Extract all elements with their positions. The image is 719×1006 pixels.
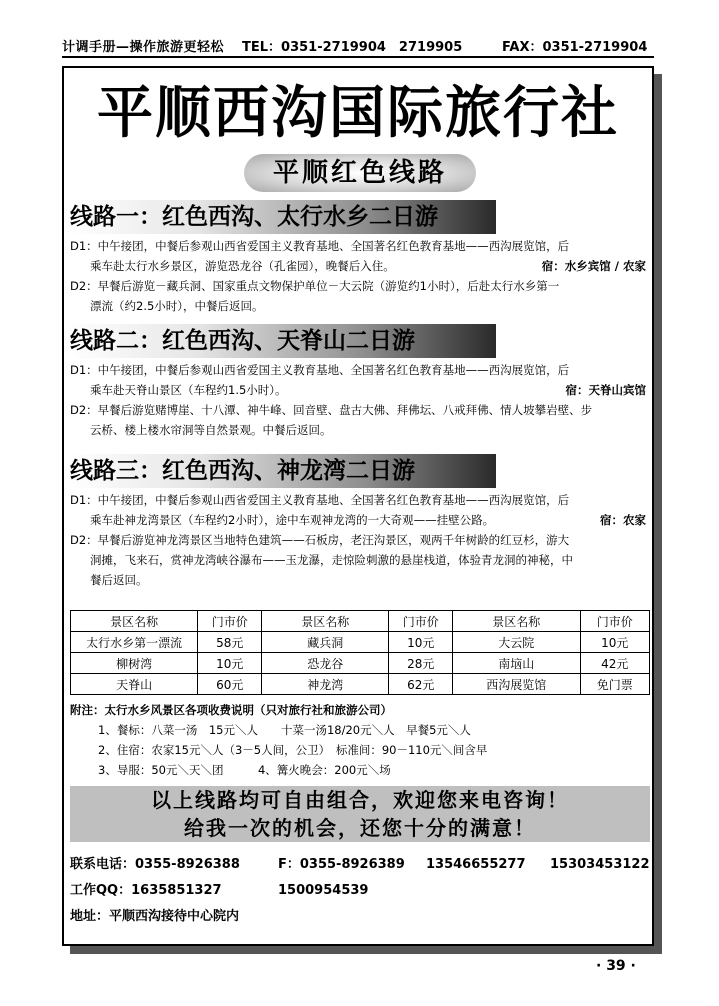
price-table xyxy=(70,610,650,695)
lodging-note: 宿：农家 xyxy=(600,513,646,527)
column-header: 景区名称 xyxy=(453,611,580,632)
itinerary-line: 乘车赴天脊山景区（车程约1.5小时）。 宿：天脊山宾馆 xyxy=(70,380,646,400)
table-cell: 西沟展览馆 xyxy=(453,674,580,695)
running-header xyxy=(62,34,654,58)
subtitle-banner: 平顺红色线路 xyxy=(244,154,476,192)
table-cell: 藏兵洞 xyxy=(262,632,389,653)
note-item: 2、住宿：农家15元＼人（3－5人间，公卫） 标准间：90－110元＼间含早 xyxy=(98,743,488,757)
mobile-1: 13546655277 xyxy=(426,857,526,872)
company-name: 平顺西沟国际旅行社 xyxy=(97,80,619,146)
address: 地址：平顺西沟接待中心院内 xyxy=(70,909,240,924)
column-header: 景区名称 xyxy=(71,611,198,632)
itinerary-line: D1：中午接团，中餐后参观山西省爱国主义教育基地、全国著名红色教育基地——西沟展览馆，后 xyxy=(70,493,570,507)
column-header: 门市价 xyxy=(389,611,453,632)
itinerary-line: D2：早餐后游览神龙湾景区当地特色建筑——石板房，老汪沟景区，观两千年树龄的红豆杉，游大 xyxy=(70,533,570,547)
table-cell: 恐龙谷 xyxy=(262,653,389,674)
table-row xyxy=(71,632,650,653)
table-header-row xyxy=(71,611,650,632)
table-cell: 南垴山 xyxy=(453,653,580,674)
route-3-itinerary xyxy=(70,490,646,590)
slogan-line-2: 给我一次的机会，还您十分的满意！ xyxy=(184,816,536,840)
itinerary-line: D2：早餐后游览赌博崖、十八潭、神牛峰、回音壁、盘古大佛、拜佛坛、八戒拜佛、情人坡攀岩壁、步 xyxy=(70,403,593,417)
qq: 工作QQ：1635851327 xyxy=(70,883,222,898)
itinerary-line: D1：中午接团，中餐后参观山西省爱国主义教育基地、全国著名红色教育基地——西沟展览馆，后 xyxy=(70,363,570,377)
contact-address-row xyxy=(70,904,650,930)
itinerary-line: D1：中午接团，中餐后参观山西省爱国主义教育基地、全国著名红色教育基地——西沟展览馆，后 xyxy=(70,239,570,253)
contact-phone-row xyxy=(70,852,650,878)
column-header: 门市价 xyxy=(580,611,650,632)
page-number: · 39 · xyxy=(596,958,636,974)
header-fax: FAX：0351-2719904 xyxy=(502,40,648,55)
table-cell: 10元 xyxy=(389,632,453,653)
note-item: 1、餐标：八菜一汤 15元＼人 十菜一汤18/20元＼人 早餐5元＼人 xyxy=(98,723,471,737)
slogan-line-1: 以上线路均可自由组合，欢迎您来电咨询！ xyxy=(151,788,569,812)
table-cell: 58元 xyxy=(198,632,262,653)
note-item: 3、导服：50元＼天＼团 4、篝火晚会：200元＼场 xyxy=(98,763,391,777)
mobile-2: 15303453122 xyxy=(550,857,650,872)
table-cell: 28元 xyxy=(389,653,453,674)
table-row xyxy=(71,674,650,695)
table-row xyxy=(71,653,650,674)
itinerary-line: 餐后返回。 xyxy=(90,573,148,587)
itinerary-line: 漂流（约2.5小时），中餐后返回。 xyxy=(90,299,264,313)
route-1-itinerary xyxy=(70,236,646,316)
itinerary-line: 乘车赴太行水乡景区，游览恐龙谷（孔雀园），晚餐后入住。 宿：水乡宾馆 / 农家 xyxy=(70,256,646,276)
column-header: 景区名称 xyxy=(262,611,389,632)
phone: 联系电话：0355-8926388 xyxy=(70,857,240,872)
lodging-note: 宿：水乡宾馆 / 农家 xyxy=(541,259,646,273)
header-tel: TEL：0351-2719904 2719905 xyxy=(242,40,463,55)
qq-2: 1500954539 xyxy=(278,883,369,898)
contact-info xyxy=(70,852,650,930)
column-header: 门市价 xyxy=(198,611,262,632)
table-cell: 60元 xyxy=(198,674,262,695)
table-cell: 10元 xyxy=(198,653,262,674)
itinerary-line: 洞摊，飞来石，赏神龙湾峡谷瀑布——玉龙瀑，走惊险刺激的悬崖栈道，体验青龙洞的神秘，中 xyxy=(90,553,573,567)
itinerary-line: 乘车赴神龙湾景区（车程约2小时），途中车观神龙湾的一大奇观——挂壁公路。 宿：农家 xyxy=(70,510,646,530)
table-cell: 神龙湾 xyxy=(262,674,389,695)
advert-frame xyxy=(62,66,654,946)
route-2-title: 线路二：红色西沟、天脊山二日游 xyxy=(68,324,496,358)
route-1-title: 线路一：红色西沟、太行水乡二日游 xyxy=(68,200,496,234)
table-cell: 太行水乡第一漂流 xyxy=(71,632,198,653)
table-cell: 大云院 xyxy=(453,632,580,653)
table-cell: 10元 xyxy=(580,632,650,653)
notes-title: 附注：太行水乡风景区各项收费说明（只对旅行社和旅游公司） xyxy=(70,703,392,717)
fee-notes xyxy=(70,700,646,780)
table-cell: 柳树湾 xyxy=(71,653,198,674)
itinerary-line: D2：早餐后游览－藏兵洞、国家重点文物保护单位－大云院（游览约1小时），后赴太行水乡第一 xyxy=(70,279,560,293)
itinerary-line: 云桥、楼上楼水帘洞等自然景观。中餐后返回。 xyxy=(90,423,332,437)
table-cell: 天脊山 xyxy=(71,674,198,695)
slogan-banner xyxy=(70,786,650,842)
table-cell: 62元 xyxy=(389,674,453,695)
lodging-note: 宿：天脊山宾馆 xyxy=(565,383,646,397)
route-3-title: 线路三：红色西沟、神龙湾二日游 xyxy=(68,454,496,488)
header-tagline: 计调手册—操作旅游更轻松 xyxy=(62,40,225,55)
table-cell: 42元 xyxy=(580,653,650,674)
table-cell: 免门票 xyxy=(580,674,650,695)
contact-qq-row xyxy=(70,878,650,904)
route-2-itinerary xyxy=(70,360,646,440)
fax: F：0355-8926389 xyxy=(278,857,405,872)
